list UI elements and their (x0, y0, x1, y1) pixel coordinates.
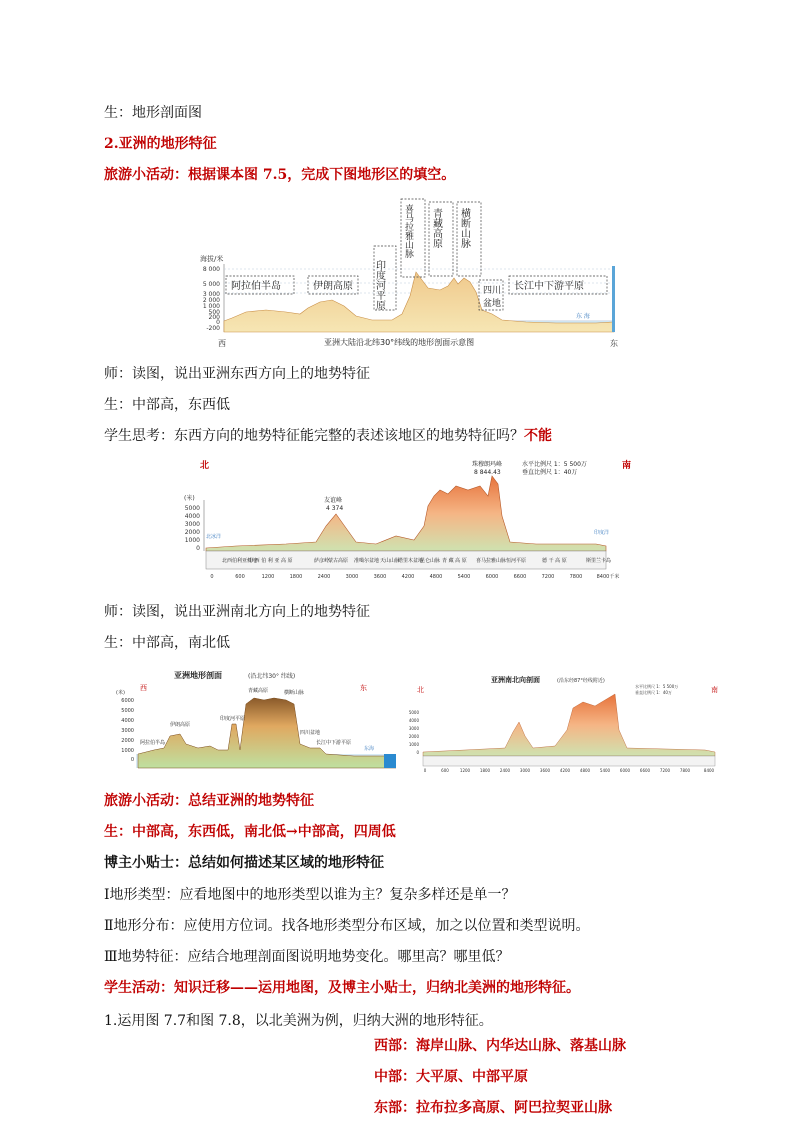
svg-text:喜马拉雅山脉: 喜马拉雅山脉 (403, 204, 413, 258)
svg-text:伊朗高原: 伊朗高原 (170, 722, 191, 728)
svg-text:8400千米: 8400千米 (596, 574, 620, 580)
svg-text:4000: 4000 (408, 718, 419, 723)
svg-text:垂直比例尺 1：40万: 垂直比例尺 1：40万 (635, 690, 672, 695)
svg-text:2400: 2400 (499, 768, 511, 773)
svg-text:6000: 6000 (121, 698, 134, 704)
tip-terrain-type: Ⅰ地形类型：应看地图中的地形类型以谁为主？复杂多样还是单一？ (104, 887, 516, 903)
svg-text:中 西 伯 利 亚 高 原: 中 西 伯 利 亚 高 原 (248, 558, 293, 564)
svg-text:1800: 1800 (289, 574, 303, 580)
svg-text:青藏高原: 青藏高原 (430, 208, 442, 248)
svg-text:5400: 5400 (457, 574, 471, 580)
svg-text:7200: 7200 (659, 768, 671, 773)
student-activity-transfer: 学生活动：知识迁移——运用地图，及博主小贴士，归纳北美洲的地形特征。 (104, 980, 580, 996)
svg-text:4800: 4800 (579, 768, 591, 773)
figure-asia-profile-30N (114, 664, 396, 774)
teacher-question-east-west: 师：读图，说出亚洲东西方向上的地势特征 (104, 366, 370, 382)
section-heading-asia-terrain: 2.亚洲的地形特征 (104, 136, 217, 152)
svg-text:1000: 1000 (121, 748, 134, 754)
svg-text:6000: 6000 (485, 574, 499, 580)
svg-text:8400: 8400 (703, 768, 715, 773)
svg-text:1200: 1200 (459, 768, 471, 773)
svg-text:3000: 3000 (519, 768, 531, 773)
svg-text:盆地: 盆地 (483, 299, 502, 309)
svg-text:昆仑山脉: 昆仑山脉 (420, 558, 441, 564)
svg-text:5 000: 5 000 (202, 281, 220, 288)
svg-text:4200: 4200 (401, 574, 415, 580)
answer-east: 东部：拉布拉多高原、阿巴拉契亚山脉 (374, 1100, 612, 1116)
svg-text:天山山脉: 天山山脉 (380, 558, 401, 564)
svg-text:北冰洋: 北冰洋 (206, 534, 222, 540)
svg-text:2000: 2000 (184, 529, 200, 536)
svg-text:500: 500 (208, 309, 220, 316)
svg-text:5000: 5000 (184, 505, 200, 512)
svg-text:7800: 7800 (569, 574, 583, 580)
svg-text:1800: 1800 (479, 768, 491, 773)
svg-text:1200: 1200 (261, 574, 275, 580)
svg-text:塔里木盆地: 塔里木盆地 (398, 558, 424, 564)
svg-text:亚洲南北向剖面: 亚洲南北向剖面 (491, 676, 540, 684)
student-thinking: 学生思考：东西方向的地势特征能完整的表述该地区的地势特征吗？不能 (104, 428, 552, 444)
svg-text:珠穆朗玛峰: 珠穆朗玛峰 (472, 461, 503, 468)
svg-text:3000: 3000 (184, 521, 200, 528)
axis-title: 海拔/米 (200, 255, 224, 263)
svg-text:(沿北纬30° 纬线): (沿北纬30° 纬线) (248, 673, 296, 680)
svg-text:长江中下游平原: 长江中下游平原 (514, 281, 584, 292)
svg-text:2 000: 2 000 (202, 297, 220, 304)
svg-text:3600: 3600 (373, 574, 387, 580)
svg-text:7800: 7800 (679, 768, 691, 773)
svg-text:(米): (米) (184, 495, 195, 502)
svg-text:0: 0 (196, 545, 200, 552)
svg-text:准噶尔盆地: 准噶尔盆地 (354, 558, 380, 564)
svg-text:5000: 5000 (121, 708, 134, 714)
svg-text:6000: 6000 (619, 768, 631, 773)
svg-text:东: 东 (360, 684, 367, 692)
svg-text:-200: -200 (206, 325, 220, 332)
svg-text:3 000: 3 000 (202, 291, 220, 298)
svg-text:1000: 1000 (408, 742, 419, 747)
svg-text:1000: 1000 (184, 537, 200, 544)
svg-text:4 374: 4 374 (326, 505, 344, 512)
student-answer-north-south: 生：中部高，南北低 (104, 635, 230, 651)
svg-text:斯里兰卡岛: 斯里兰卡岛 (586, 558, 612, 564)
svg-text:4800: 4800 (429, 574, 443, 580)
svg-text:印度河平原: 印度河平原 (373, 260, 385, 310)
figure-north-south-profile (176, 456, 636, 586)
svg-text:600: 600 (441, 768, 449, 773)
svg-text:蒙古高原: 蒙古高原 (328, 558, 349, 564)
svg-text:2000: 2000 (408, 734, 419, 739)
svg-text:5400: 5400 (599, 768, 611, 773)
svg-text:3000: 3000 (408, 726, 419, 731)
svg-text:南: 南 (711, 686, 718, 694)
svg-text:1 000: 1 000 (202, 303, 220, 310)
svg-text:北西伯利亚低地: 北西伯利亚低地 (222, 558, 258, 564)
answer-west: 西部：海岸山脉、内华达山脉、落基山脉 (374, 1038, 626, 1054)
svg-text:阿拉伯半岛: 阿拉伯半岛 (231, 281, 281, 292)
svg-text:四川: 四川 (483, 286, 502, 296)
svg-text:东 海: 东 海 (576, 313, 590, 320)
svg-text:4200: 4200 (559, 768, 571, 773)
svg-text:萨彦岭: 萨彦岭 (314, 558, 330, 564)
figure-asia-north-south-87E (405, 670, 725, 774)
svg-text:0: 0 (216, 319, 220, 326)
svg-text:水平比例尺 1：5 500万: 水平比例尺 1：5 500万 (522, 461, 587, 468)
north-south-profile (206, 476, 606, 551)
y-ticks (203, 266, 220, 332)
svg-text:友谊峰: 友谊峰 (324, 497, 343, 504)
svg-text:2000: 2000 (121, 738, 134, 744)
svg-text:德 干 高 原: 德 干 高 原 (542, 558, 567, 564)
svg-text:0: 0 (130, 757, 134, 763)
svg-text:200: 200 (208, 314, 220, 321)
svg-text:长江中下游平原: 长江中下游平原 (316, 740, 352, 746)
svg-text:东海: 东海 (364, 746, 375, 752)
teacher-question-north-south: 师：读图，说出亚洲南北方向上的地势特征 (104, 604, 370, 620)
svg-text:0: 0 (416, 750, 419, 755)
svg-text:6600: 6600 (639, 768, 651, 773)
svg-text:印度河平原: 印度河平原 (220, 716, 246, 722)
svg-text:8 844.43: 8 844.43 (474, 469, 501, 476)
question-north-america: 1.运用图 7.7和图 7.8，以北美洲为例，归纳大洲的地形特征。 (104, 1013, 493, 1029)
svg-text:8 000: 8 000 (202, 266, 220, 273)
svg-text:印度洋: 印度洋 (594, 530, 610, 536)
tip-terrain-distribution: Ⅱ地形分布：应使用方位词。找各地形类型分布区域，加之以位置和类型说明。 (104, 918, 590, 934)
svg-text:3000: 3000 (345, 574, 359, 580)
svg-text:7200: 7200 (541, 574, 555, 580)
svg-text:四川盆地: 四川盆地 (300, 730, 321, 736)
svg-text:(沿东经87°经线附近): (沿东经87°经线附近) (557, 678, 605, 684)
student-answer-east-west: 生：中部高，东西低 (104, 397, 230, 413)
svg-text:伊朗高原: 伊朗高原 (313, 281, 353, 292)
tips-heading: 博主小贴士：总结如何描述某区域的地形特征 (104, 855, 384, 871)
svg-text:恒河平原: 恒河平原 (506, 558, 527, 564)
svg-text:喜马拉雅山脉: 喜马拉雅山脉 (476, 558, 507, 564)
svg-text:4000: 4000 (121, 718, 134, 724)
svg-text:6600: 6600 (513, 574, 527, 580)
svg-text:东: 东 (610, 339, 618, 348)
svg-text:亚洲地形剖面: 亚洲地形剖面 (174, 671, 222, 680)
svg-text:南: 南 (622, 461, 632, 471)
svg-text:4000: 4000 (184, 513, 200, 520)
svg-text:青 藏 高 原: 青 藏 高 原 (442, 558, 467, 564)
svg-text:西: 西 (218, 339, 226, 348)
svg-text:北: 北 (200, 461, 210, 471)
activity-fill-blanks: 旅游小活动：根据课本图 7.5，完成下图地形区的填空。 (104, 167, 456, 183)
svg-text:2400: 2400 (317, 574, 331, 580)
svg-text:0: 0 (210, 574, 214, 580)
svg-text:北: 北 (417, 686, 424, 694)
student-summary-answer: 生：中部高，东西低，南北低→中部高，四周低 (104, 824, 396, 840)
svg-text:横断山脉: 横断山脉 (458, 208, 470, 248)
svg-text:青藏高原: 青藏高原 (248, 688, 269, 694)
svg-text:3600: 3600 (539, 768, 551, 773)
svg-text:横断山脉: 横断山脉 (284, 690, 305, 696)
svg-text:水平比例尺 1：5 500万: 水平比例尺 1：5 500万 (635, 684, 679, 689)
svg-text:600: 600 (235, 574, 245, 580)
activity-summary: 旅游小活动：总结亚洲的地势特征 (104, 793, 314, 809)
answer-central: 中部：大平原、中部平原 (374, 1069, 528, 1085)
svg-text:5000: 5000 (408, 710, 419, 715)
svg-text:0: 0 (423, 768, 427, 773)
figure-east-west-profile (196, 196, 628, 350)
svg-text:西: 西 (140, 684, 147, 692)
tip-terrain-elevation: Ⅲ地势特征：应结合地理剖面图说明地势变化。哪里高？哪里低？ (104, 949, 510, 965)
svg-text:3000: 3000 (121, 728, 134, 734)
svg-text:(米): (米) (116, 690, 125, 696)
figure-caption: 亚洲大陆沿北纬30°纬线的地形剖面示意图 (324, 338, 475, 347)
svg-text:阿拉伯半岛: 阿拉伯半岛 (140, 740, 166, 746)
svg-text:垂直比例尺 1：40万: 垂直比例尺 1：40万 (522, 469, 578, 476)
answer-line-profile-map: 生：地形剖面图 (104, 105, 202, 121)
